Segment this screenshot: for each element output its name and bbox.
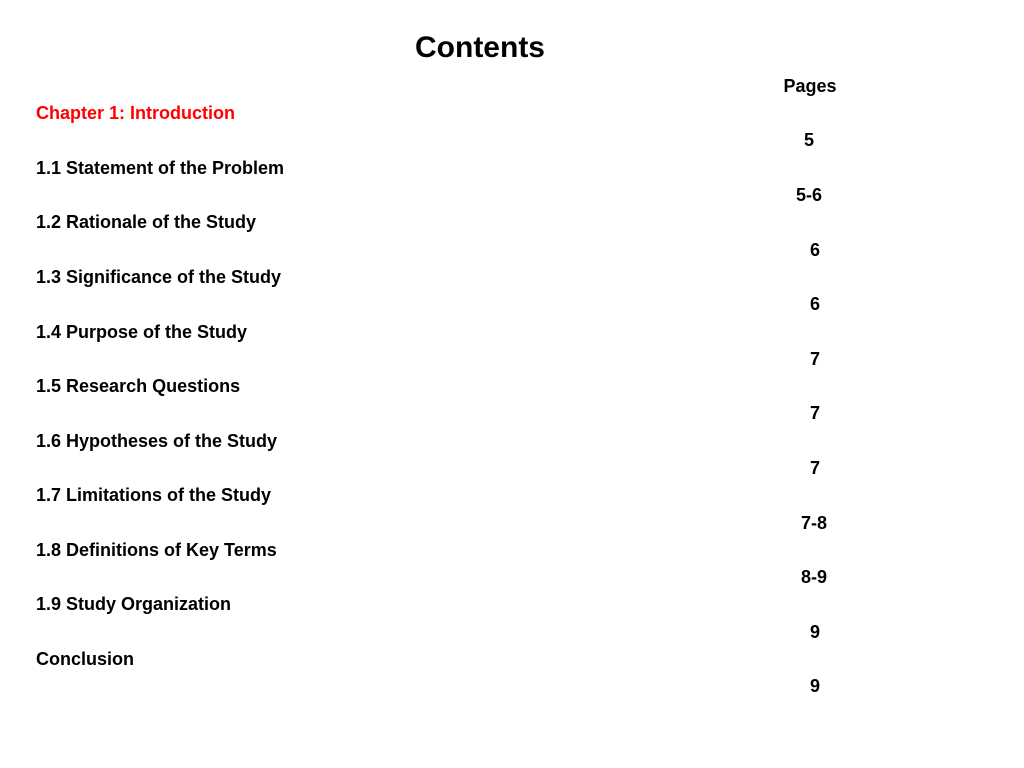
toc-page-1-8: 8-9 [800,567,827,587]
page-title: Contents [415,31,545,64]
toc-entry-1-4: 1.4 Purpose of the Study [36,322,248,342]
toc-page-conclusion: 9 [809,676,820,696]
toc-page-1-1: 5-6 [795,185,822,205]
toc-page-1-6: 7 [809,458,820,478]
toc-page-1-3: 6 [809,294,820,314]
toc-entry-1-9: 1.9 Study Organization [36,594,232,614]
toc-entry-1-3: 1.3 Significance of the Study [36,267,282,287]
toc-entry-1-7: 1.7 Limitations of the Study [36,485,272,505]
toc-entry-1-8: 1.8 Definitions of Key Terms [36,540,277,560]
toc-page-1-7: 7-8 [800,513,827,533]
toc-page-chapter-1: 5 [803,130,814,150]
toc-page-1-5: 7 [809,403,820,423]
toc-entry-conclusion: Conclusion [36,649,134,669]
toc-page-1-9: 9 [809,622,820,642]
toc-page-1-4: 7 [809,349,820,369]
toc-page-1-2: 6 [809,240,820,260]
toc-entry-1-1: 1.1 Statement of the Problem [36,158,285,178]
toc-entry-chapter-1: Chapter 1: Introduction [36,103,235,123]
toc-entry-1-5: 1.5 Research Questions [36,376,241,396]
toc-entry-1-2: 1.2 Rationale of the Study [36,212,257,232]
toc-entry-1-6: 1.6 Hypotheses of the Study [36,431,278,451]
pages-column-header: Pages [783,76,837,96]
